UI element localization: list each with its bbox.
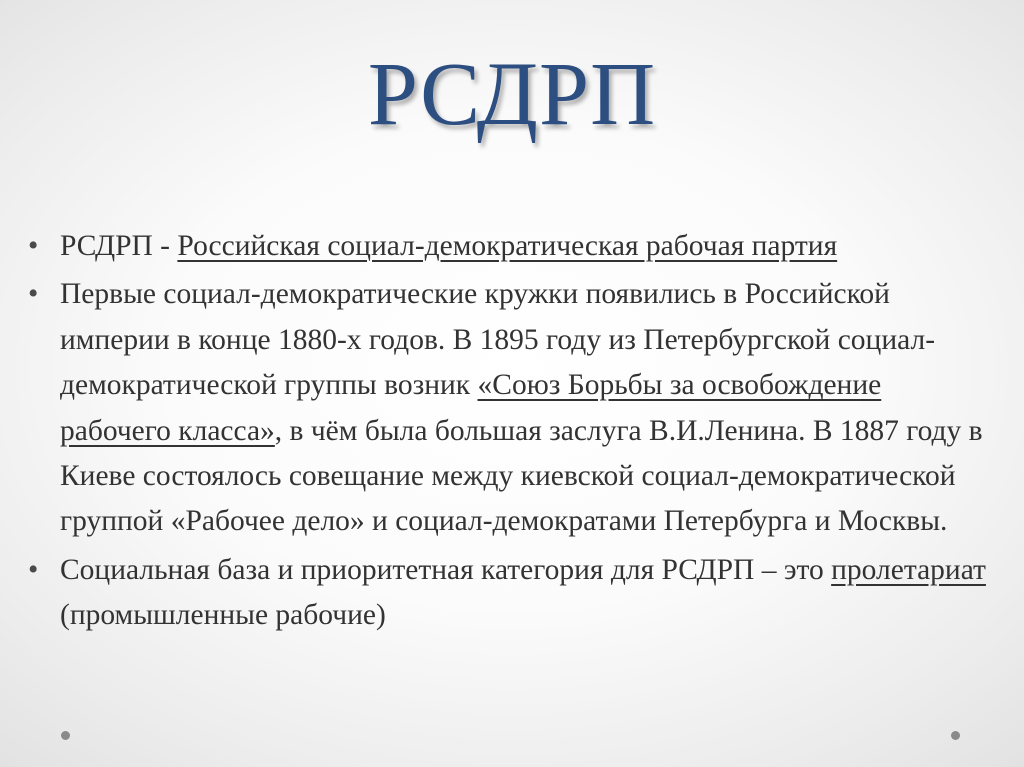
- bullet-icon: •: [28, 278, 39, 311]
- bullet-text: Первые социал-демократические кружки появились в Российской империи в конце 1880-х годов. В 1895 году из Петербургской социал-демократической группы возник: [60, 278, 936, 402]
- bullet-item: [28, 272, 988, 544]
- bullet-item: [28, 224, 988, 269]
- bullet-list: [28, 224, 988, 642]
- slide-title: РСДРП: [367, 45, 657, 144]
- bullet-item: [28, 548, 988, 639]
- corner-dot-icon: [951, 731, 960, 740]
- bullet-text: Социальная база и приоритетная категория для РСДРП – это: [60, 553, 832, 586]
- corner-dot-icon: [61, 731, 70, 740]
- bullet-text: РСДРП -: [60, 230, 178, 262]
- bullet-text-continued: , в чём была большая заслуга В.И.Ленина. В 1887 году в Киеве состоялось совещание между киевской социал-демократической группой «Рабочее дело» и социал-демократами Петербурга и Москвы.: [60, 414, 983, 538]
- bullet-icon: •: [28, 553, 39, 586]
- proletariat-link[interactable]: пролетариат: [831, 553, 986, 586]
- bullet-text-continued: (промышленные рабочие): [60, 599, 386, 632]
- union-link[interactable]: «Союз Борьбы за освобождение рабочего класса»: [60, 369, 882, 447]
- bullet-icon: •: [28, 230, 39, 262]
- party-name-link[interactable]: Российская социал-демократическая рабочая партия: [177, 230, 838, 262]
